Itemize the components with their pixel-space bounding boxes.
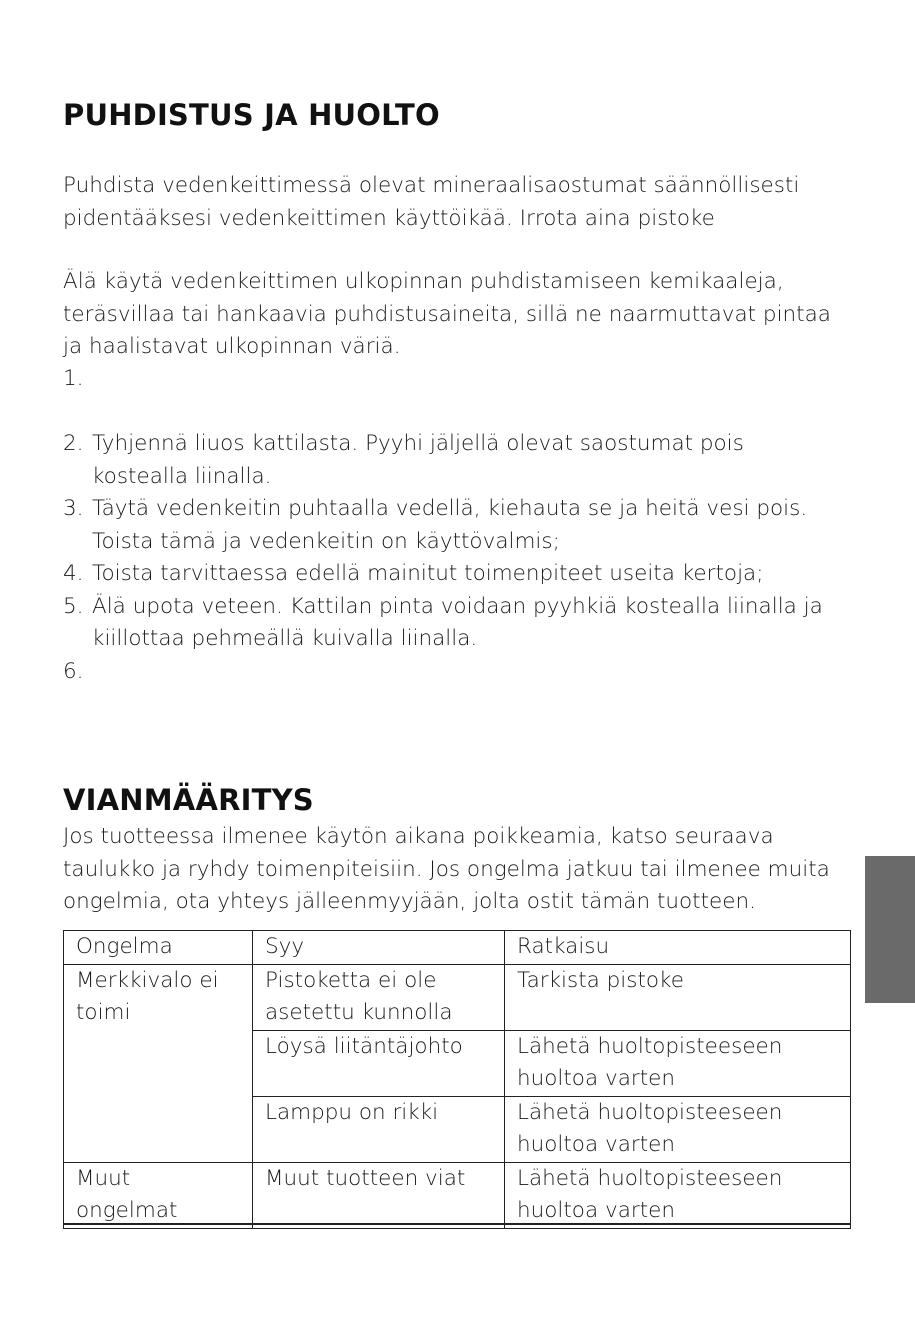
cause-cell <box>253 1096 505 1162</box>
cell-line: Lähetä huoltopisteeseen <box>517 1099 783 1125</box>
text-line: teräsvillaa tai hankaavia puhdistusaineita, sillä ne naarmuttavat pintaa <box>63 301 831 327</box>
section-title-cleaning: PUHDISTUS JA HUOLTO <box>63 98 440 132</box>
solution-cell <box>505 1030 851 1096</box>
cell-line: Lähetä huoltopisteeseen <box>517 1165 783 1191</box>
header-problem: Ongelma <box>64 931 253 965</box>
troubleshooting-intro <box>63 821 853 919</box>
list-item <box>63 591 853 656</box>
text-line: ja haalistavat ulkopinnan väriä. <box>63 334 401 359</box>
cell-line: Merkkivalo ei <box>76 967 219 993</box>
step-text <box>92 363 853 396</box>
section-tab-marker <box>865 856 915 1003</box>
step-text: Toista tarvittaessa edellä mainitut toimenpiteet useita kertoja; <box>92 561 764 586</box>
list-item <box>63 363 853 396</box>
cleaning-paragraph-2 <box>63 266 853 364</box>
step-number: 5. <box>63 593 84 619</box>
troubleshooting-table <box>63 930 851 1229</box>
step-text <box>92 656 853 689</box>
table-row <box>64 964 851 1030</box>
text-line: pidentääksesi vedenkeittimen käyttöikää. Irrota aina pistoke <box>63 205 715 231</box>
step-number: 6. <box>63 658 84 684</box>
cell-line: Pistoketta ei ole <box>265 967 437 993</box>
cell-line: ongelmat <box>76 1198 178 1223</box>
cell-line: Tarkista pistoke <box>517 967 684 993</box>
problem-cell <box>64 964 253 1162</box>
cell-line: huoltoa varten <box>517 1132 675 1157</box>
step-number: 2. <box>63 431 84 456</box>
section-title-troubleshooting: VIANMÄÄRITYS <box>63 783 314 817</box>
text-line: taulukko ja ryhdy toimenpiteisiin. Jos ongelma jatkuu tai ilmenee muita <box>63 856 830 882</box>
cell-line: toimi <box>76 1000 131 1025</box>
cell-line: Muut tuotteen viat <box>265 1165 466 1191</box>
step-text: Tyhjennä liuos kattilasta. Pyyhi jäljellä olevat saostumat pois <box>92 431 744 456</box>
cell-line: Lamppu on rikki <box>265 1099 439 1125</box>
cause-cell <box>253 1030 505 1096</box>
list-item <box>63 428 853 493</box>
text-line: ongelmia, ota yhteys jälleenmyyjään, jolta ostit tämän tuotteen. <box>63 889 756 914</box>
cause-cell <box>253 964 505 1030</box>
problem-cell <box>64 1162 253 1228</box>
step-text: Toista tämä ja vedenkeitin on käyttövalmis; <box>92 528 560 554</box>
step-text: kiillottaa pehmeällä kuivalla liinalla. <box>92 626 478 651</box>
cleaning-steps-list <box>63 363 853 688</box>
text-line: Puhdista vedenkeittimessä olevat mineraalisaostumat säännöllisesti <box>63 173 800 198</box>
list-item <box>63 493 853 558</box>
step-text: kostealla liinalla. <box>92 463 272 489</box>
cell-line: Lähetä huoltopisteeseen <box>517 1033 783 1059</box>
step-text: Täytä vedenkeitin puhtaalla vedellä, kiehauta se ja heitä vesi pois. <box>92 496 808 521</box>
cell-line: huoltoa varten <box>517 1066 675 1091</box>
step-number: 1. <box>63 366 84 391</box>
table-row <box>64 1162 851 1228</box>
table-bottom-border <box>63 1223 851 1225</box>
cell-line: Muut <box>76 1165 131 1191</box>
table-header-row <box>64 931 851 965</box>
list-item <box>63 656 853 689</box>
step-number: 4. <box>63 561 84 586</box>
step-number: 3. <box>63 496 84 521</box>
text-line: Älä käytä vedenkeittimen ulkopinnan puhdistamiseen kemikaaleja, <box>63 269 784 294</box>
cause-cell <box>253 1162 505 1228</box>
cell-line: Löysä liitäntäjohto <box>265 1033 463 1059</box>
header-solution: Ratkaisu <box>505 931 851 965</box>
cell-line: huoltoa varten <box>517 1198 675 1223</box>
step-text: Älä upota veteen. Kattilan pinta voidaan pyyhkiä kostealla liinalla ja <box>92 593 823 619</box>
cleaning-paragraph-1 <box>63 170 853 235</box>
solution-cell <box>505 1162 851 1228</box>
solution-cell <box>505 1096 851 1162</box>
solution-cell <box>505 964 851 1030</box>
header-cause: Syy <box>253 931 505 965</box>
list-item <box>63 558 853 591</box>
cell-line: asetettu kunnolla <box>265 1000 453 1025</box>
text-line: Jos tuotteessa ilmenee käytön aikana poikkeamia, katso seuraava <box>63 824 774 849</box>
